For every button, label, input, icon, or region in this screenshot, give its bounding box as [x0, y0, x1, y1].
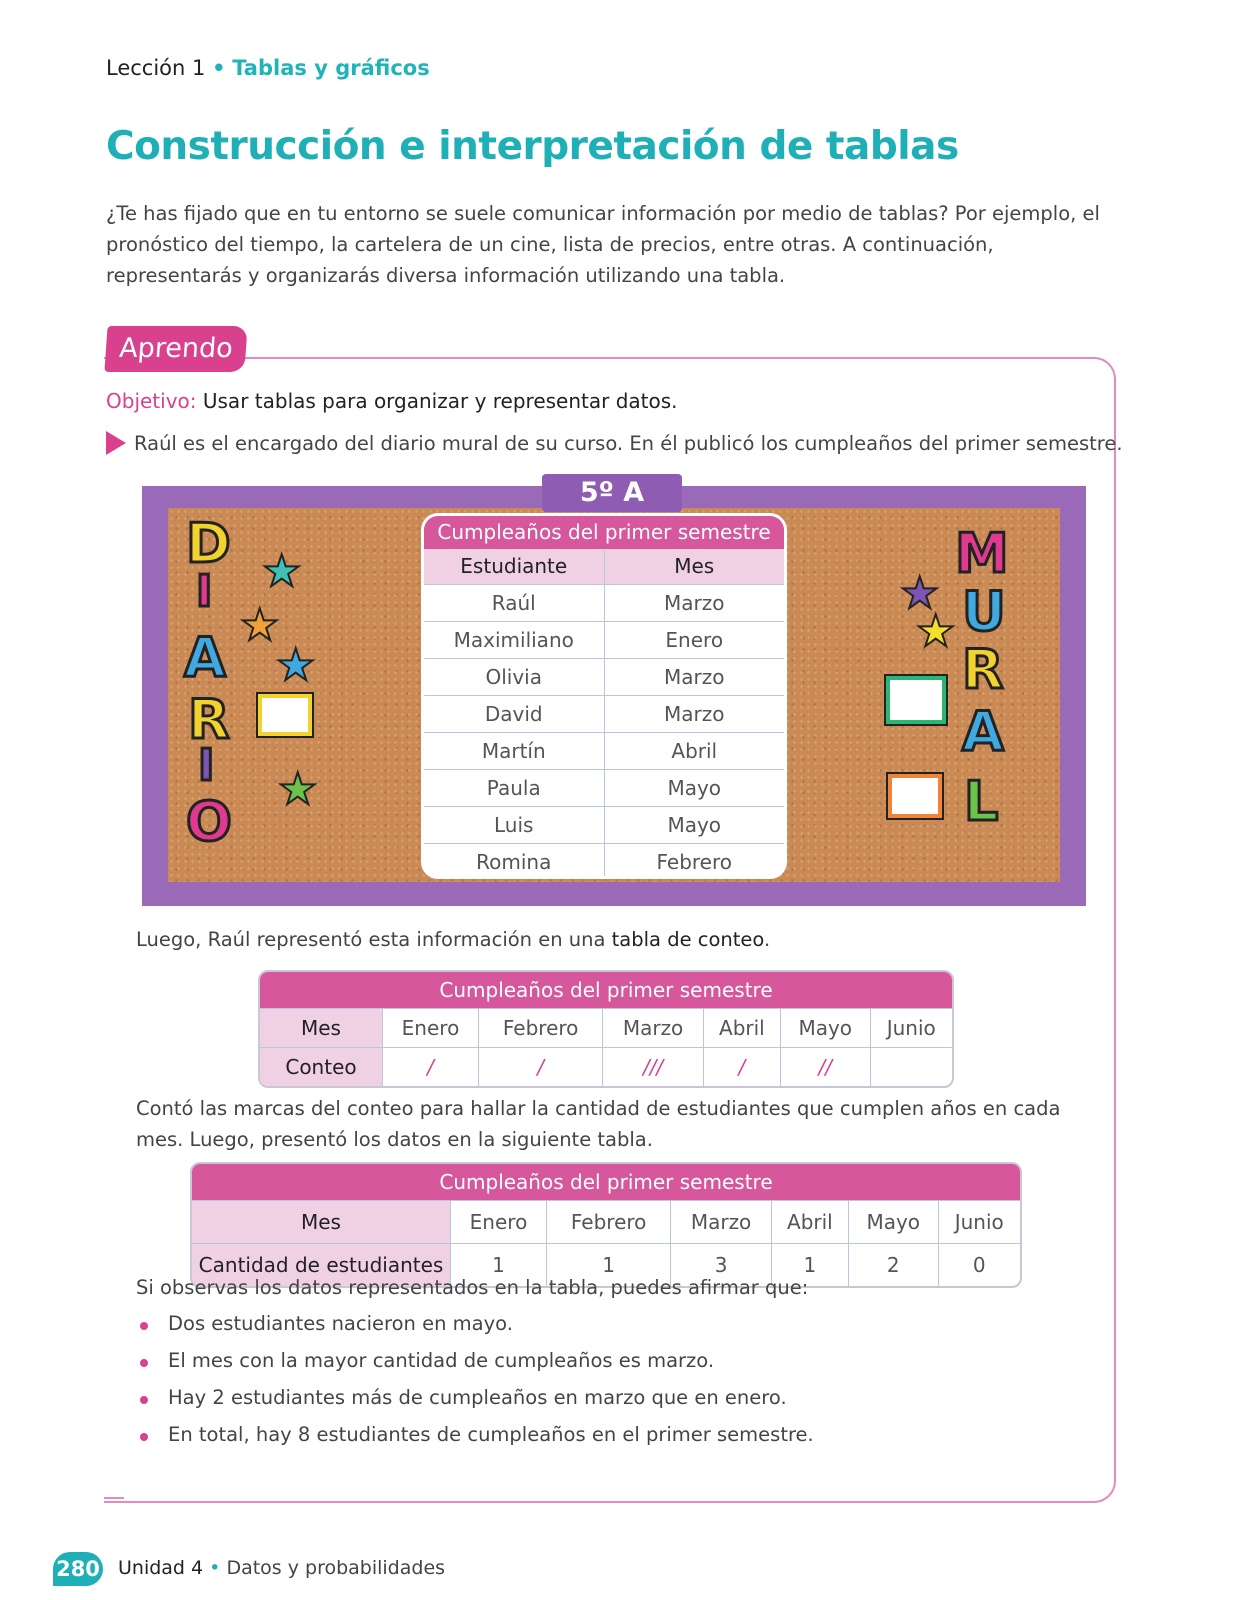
letter-o: O — [186, 790, 232, 853]
list-item-text: El mes con la mayor cantidad de cumpleaños es marzo. — [168, 1349, 715, 1372]
month-cell: Marzo — [664, 591, 725, 615]
student-cell: Maximiliano — [424, 622, 605, 658]
list-item — [136, 1386, 814, 1423]
star-icon: ★ — [916, 606, 956, 657]
page-title: Construcción e interpretación de tablas — [106, 124, 959, 169]
list-item — [136, 1423, 814, 1460]
column-header: Estudiante — [424, 549, 605, 584]
tally-cell: / — [382, 1047, 478, 1086]
list-item-text: En total, hay 8 estudiantes de cumpleaños en el primer semestre. — [168, 1423, 814, 1446]
month-cell: Enero — [450, 1200, 546, 1243]
letter-u: U — [962, 580, 1006, 643]
letter-d: D — [186, 512, 231, 575]
student-birthday-table — [424, 516, 784, 876]
table-row — [424, 806, 784, 843]
row-header: Conteo — [260, 1047, 382, 1086]
tally-cell — [870, 1047, 952, 1086]
row-header: Cantidad de estudiantes — [192, 1243, 450, 1286]
letter-r: R — [188, 688, 230, 751]
footer-subject: Datos y probabilidades — [226, 1557, 446, 1579]
month-cell: Mayo — [667, 813, 722, 837]
row-header: Mes — [260, 1008, 382, 1047]
table-row — [424, 843, 784, 876]
month-cell: Febrero — [478, 1008, 602, 1047]
month-cell: Febrero — [656, 850, 733, 874]
tally-table — [258, 970, 954, 1088]
objective-label: Objetivo: — [106, 389, 197, 413]
count-cell: 0 — [938, 1243, 1020, 1286]
count-intro: Contó las marcas del conteo para hallar la cantidad de estudiantes que cumplen años en cada mes. Luego, presentó los datos en la siguiente tabla. — [136, 1097, 1061, 1151]
month-cell: Marzo — [670, 1200, 770, 1243]
column-header: Mes — [674, 554, 715, 578]
triangle-bullet-icon — [106, 431, 126, 455]
table-row — [424, 621, 784, 658]
list-item-text: Hay 2 estudiantes más de cumpleaños en marzo que en enero. — [168, 1386, 787, 1409]
count-cell: 1 — [771, 1243, 848, 1286]
tally-intro-prefix: Luego, Raúl representó esta información en una — [136, 928, 612, 951]
table-row — [192, 1200, 1020, 1243]
month-cell: Junio — [938, 1200, 1020, 1243]
month-cell: Marzo — [664, 702, 725, 726]
student-cell: Raúl — [424, 585, 605, 621]
statement-text: Raúl es el encargado del diario mural de su curso. En él publicó los cumpleaños del primer semestre. — [134, 432, 1123, 455]
table-title: Cumpleaños del primer semestre — [424, 516, 784, 549]
month-cell: Febrero — [546, 1200, 670, 1243]
count-table — [190, 1162, 1022, 1288]
bullet-dot-icon — [140, 1359, 148, 1367]
conclusion-intro: Si observas los datos representados en la tabla, puedes afirmar que: — [136, 1276, 809, 1299]
count-cell: 3 — [670, 1243, 770, 1286]
tally-cell: / — [478, 1047, 602, 1086]
letter-i: I — [196, 566, 213, 617]
table-header-row — [424, 549, 784, 584]
letter-i2: I — [198, 740, 215, 791]
student-cell: Paula — [424, 770, 605, 806]
page-number: 280 — [53, 1552, 103, 1586]
month-cell: Mayo — [848, 1200, 938, 1243]
letter-m: M — [955, 522, 1009, 585]
month-cell: Marzo — [664, 665, 725, 689]
bullet-dot-icon — [140, 1322, 148, 1330]
table-row — [260, 1008, 952, 1047]
count-cell: 2 — [848, 1243, 938, 1286]
star-icon: ★ — [278, 764, 318, 815]
aprendo-tag: Aprendo — [104, 326, 247, 372]
tally-cell: /// — [602, 1047, 702, 1086]
student-cell: Romina — [424, 844, 605, 876]
bullet-dot-icon — [140, 1433, 148, 1441]
month-cell: Mayo — [780, 1008, 870, 1047]
month-cell: Abril — [703, 1008, 780, 1047]
photo-frame — [886, 676, 946, 724]
conclusion-list — [136, 1312, 814, 1460]
letter-l: L — [964, 770, 999, 833]
student-cell: David — [424, 696, 605, 732]
tally-cell: / — [703, 1047, 780, 1086]
letter-r2: R — [962, 638, 1004, 701]
count-cell: 1 — [546, 1243, 670, 1286]
table-row — [424, 769, 784, 806]
month-cell: Abril — [771, 1200, 848, 1243]
table-row — [424, 584, 784, 621]
count-cell: 1 — [450, 1243, 546, 1286]
letter-a: A — [184, 626, 226, 689]
lesson-header — [106, 56, 430, 80]
list-item-text: Dos estudiantes nacieron en mayo. — [168, 1312, 513, 1335]
student-cell: Martín — [424, 733, 605, 769]
month-cell: Abril — [671, 739, 718, 763]
month-cell: Enero — [665, 628, 724, 652]
table-row — [260, 1047, 952, 1086]
month-cell: Junio — [870, 1008, 952, 1047]
objective — [106, 389, 678, 413]
class-label: 5º A — [542, 474, 682, 512]
footer — [118, 1557, 445, 1579]
photo-frame — [888, 774, 942, 818]
star-icon: ★ — [240, 600, 280, 651]
month-cell: Enero — [382, 1008, 478, 1047]
table-title: Cumpleaños del primer semestre — [192, 1164, 1020, 1200]
lesson-topic: Tablas y gráficos — [232, 56, 430, 80]
footer-separator: • — [209, 1557, 221, 1579]
objective-text: Usar tablas para organizar y representar datos. — [202, 389, 678, 413]
list-item — [136, 1312, 814, 1349]
table-row — [424, 695, 784, 732]
student-cell: Olivia — [424, 659, 605, 695]
star-icon: ★ — [276, 640, 316, 691]
statement — [106, 432, 1123, 455]
star-icon: ★ — [900, 568, 940, 619]
photo-frame — [258, 694, 312, 736]
table-row — [424, 658, 784, 695]
footer-unit: Unidad 4 — [118, 1557, 204, 1579]
month-cell: Mayo — [667, 776, 722, 800]
table-title: Cumpleaños del primer semestre — [260, 972, 952, 1008]
tally-intro-bold: tabla de conteo — [611, 928, 765, 951]
tally-intro — [136, 928, 770, 951]
intro-paragraph: ¿Te has fijado que en tu entorno se suele comunicar información por medio de tablas? Por ejemplo, el pronóstico del tiempo, la cartelera de un cine, lista de precios, entre otras. A continuación, representarás y organizarás diversa información utilizando una tabla. — [106, 202, 1100, 287]
letter-a2: A — [962, 700, 1004, 763]
student-cell: Luis — [424, 807, 605, 843]
table-row — [424, 732, 784, 769]
tally-cell: // — [780, 1047, 870, 1086]
month-cell: Marzo — [602, 1008, 702, 1047]
list-item — [136, 1349, 814, 1386]
tally-intro-suffix: . — [764, 928, 771, 951]
bullet-dot-icon — [140, 1396, 148, 1404]
row-header: Mes — [192, 1200, 450, 1243]
header-separator: • — [212, 56, 226, 80]
star-icon: ★ — [262, 546, 302, 597]
lesson-number: Lección 1 — [106, 56, 206, 80]
section-divider — [104, 1497, 124, 1499]
